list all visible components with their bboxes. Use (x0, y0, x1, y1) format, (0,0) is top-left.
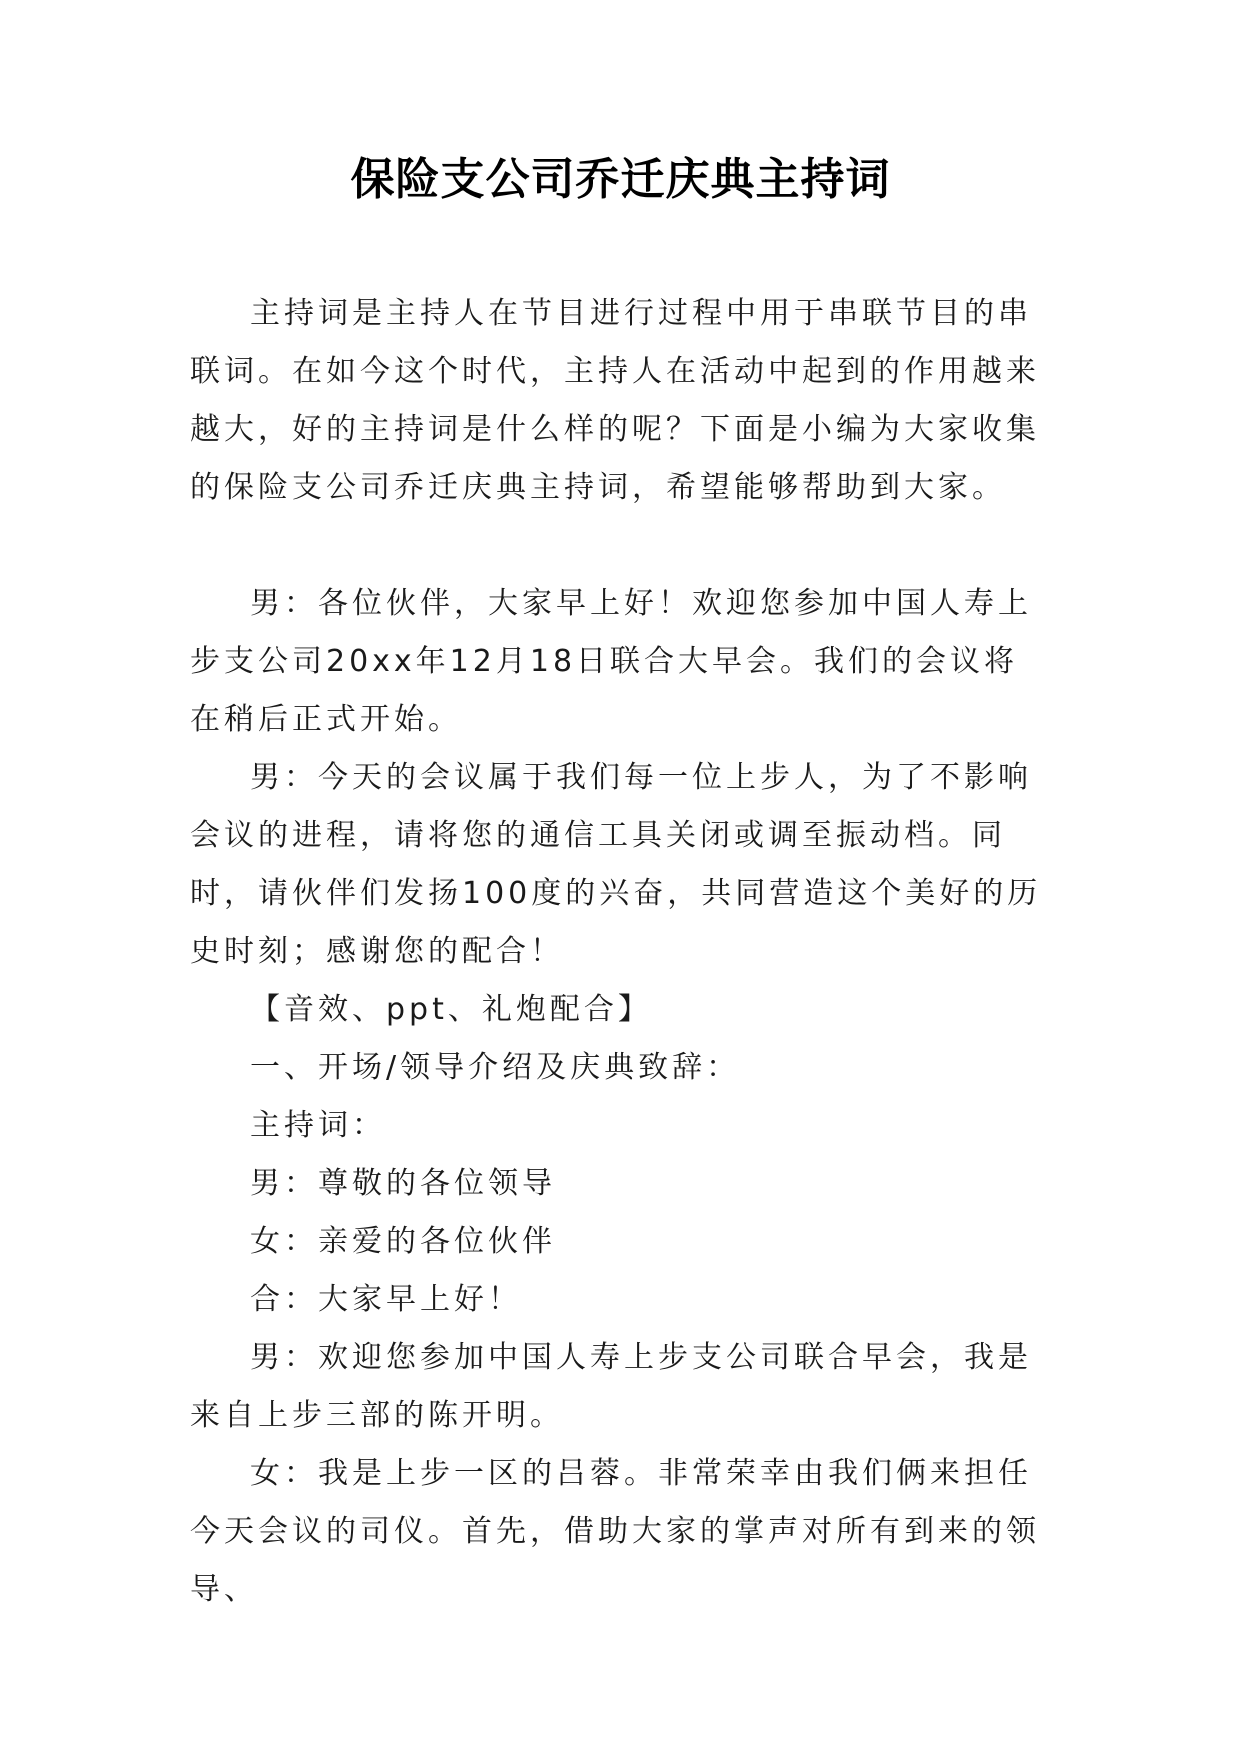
body-paragraph: 男：各位伙伴，大家早上好！欢迎您参加中国人寿上步支公司20xx年12月18日联合大早会。我们的会议将在稍后正式开始。 (190, 586, 1032, 737)
document-title: 保险支公司乔迁庆典主持词 (350, 154, 891, 205)
dialogue-line: 男：欢迎您参加中国人寿上步支公司联合早会，我是来自上步三部的陈开明。 (190, 1340, 1032, 1433)
dialogue-line: 合：大家早上好！ (250, 1282, 522, 1317)
section-heading: 一、开场/领导介绍及庆典致辞： (250, 1050, 741, 1085)
intro-paragraph: 主持词是主持人在节目进行过程中用于串联节目的串联词。在如今这个时代，主持人在活动中起到的作用越来越大，好的主持词是什么样的呢？下面是小编为大家收集的保险支公司乔迁庆典主持词，希望能够帮助到大家。 (190, 296, 1040, 505)
dialogue-line: 男：尊敬的各位领导 (250, 1166, 556, 1201)
dialogue-line: 女：我是上步一区的吕蓉。非常荣幸由我们俩来担任今天会议的司仪。首先，借助大家的掌声对所有到来的领导、 (190, 1456, 1040, 1607)
body-paragraph: 男：今天的会议属于我们每一位上步人，为了不影响会议的进程，请将您的通信工具关闭或调至振动档。同时，请伙伴们发扬100度的兴奋，共同营造这个美好的历史时刻；感谢您的配合！ (190, 760, 1042, 969)
document-body (190, 285, 1050, 1619)
dialogue-line: 女：亲爱的各位伙伴 (250, 1224, 556, 1259)
stage-direction: 【音效、ppt、礼炮配合】 (250, 992, 652, 1027)
body-paragraph: 主持词： (250, 1108, 386, 1143)
